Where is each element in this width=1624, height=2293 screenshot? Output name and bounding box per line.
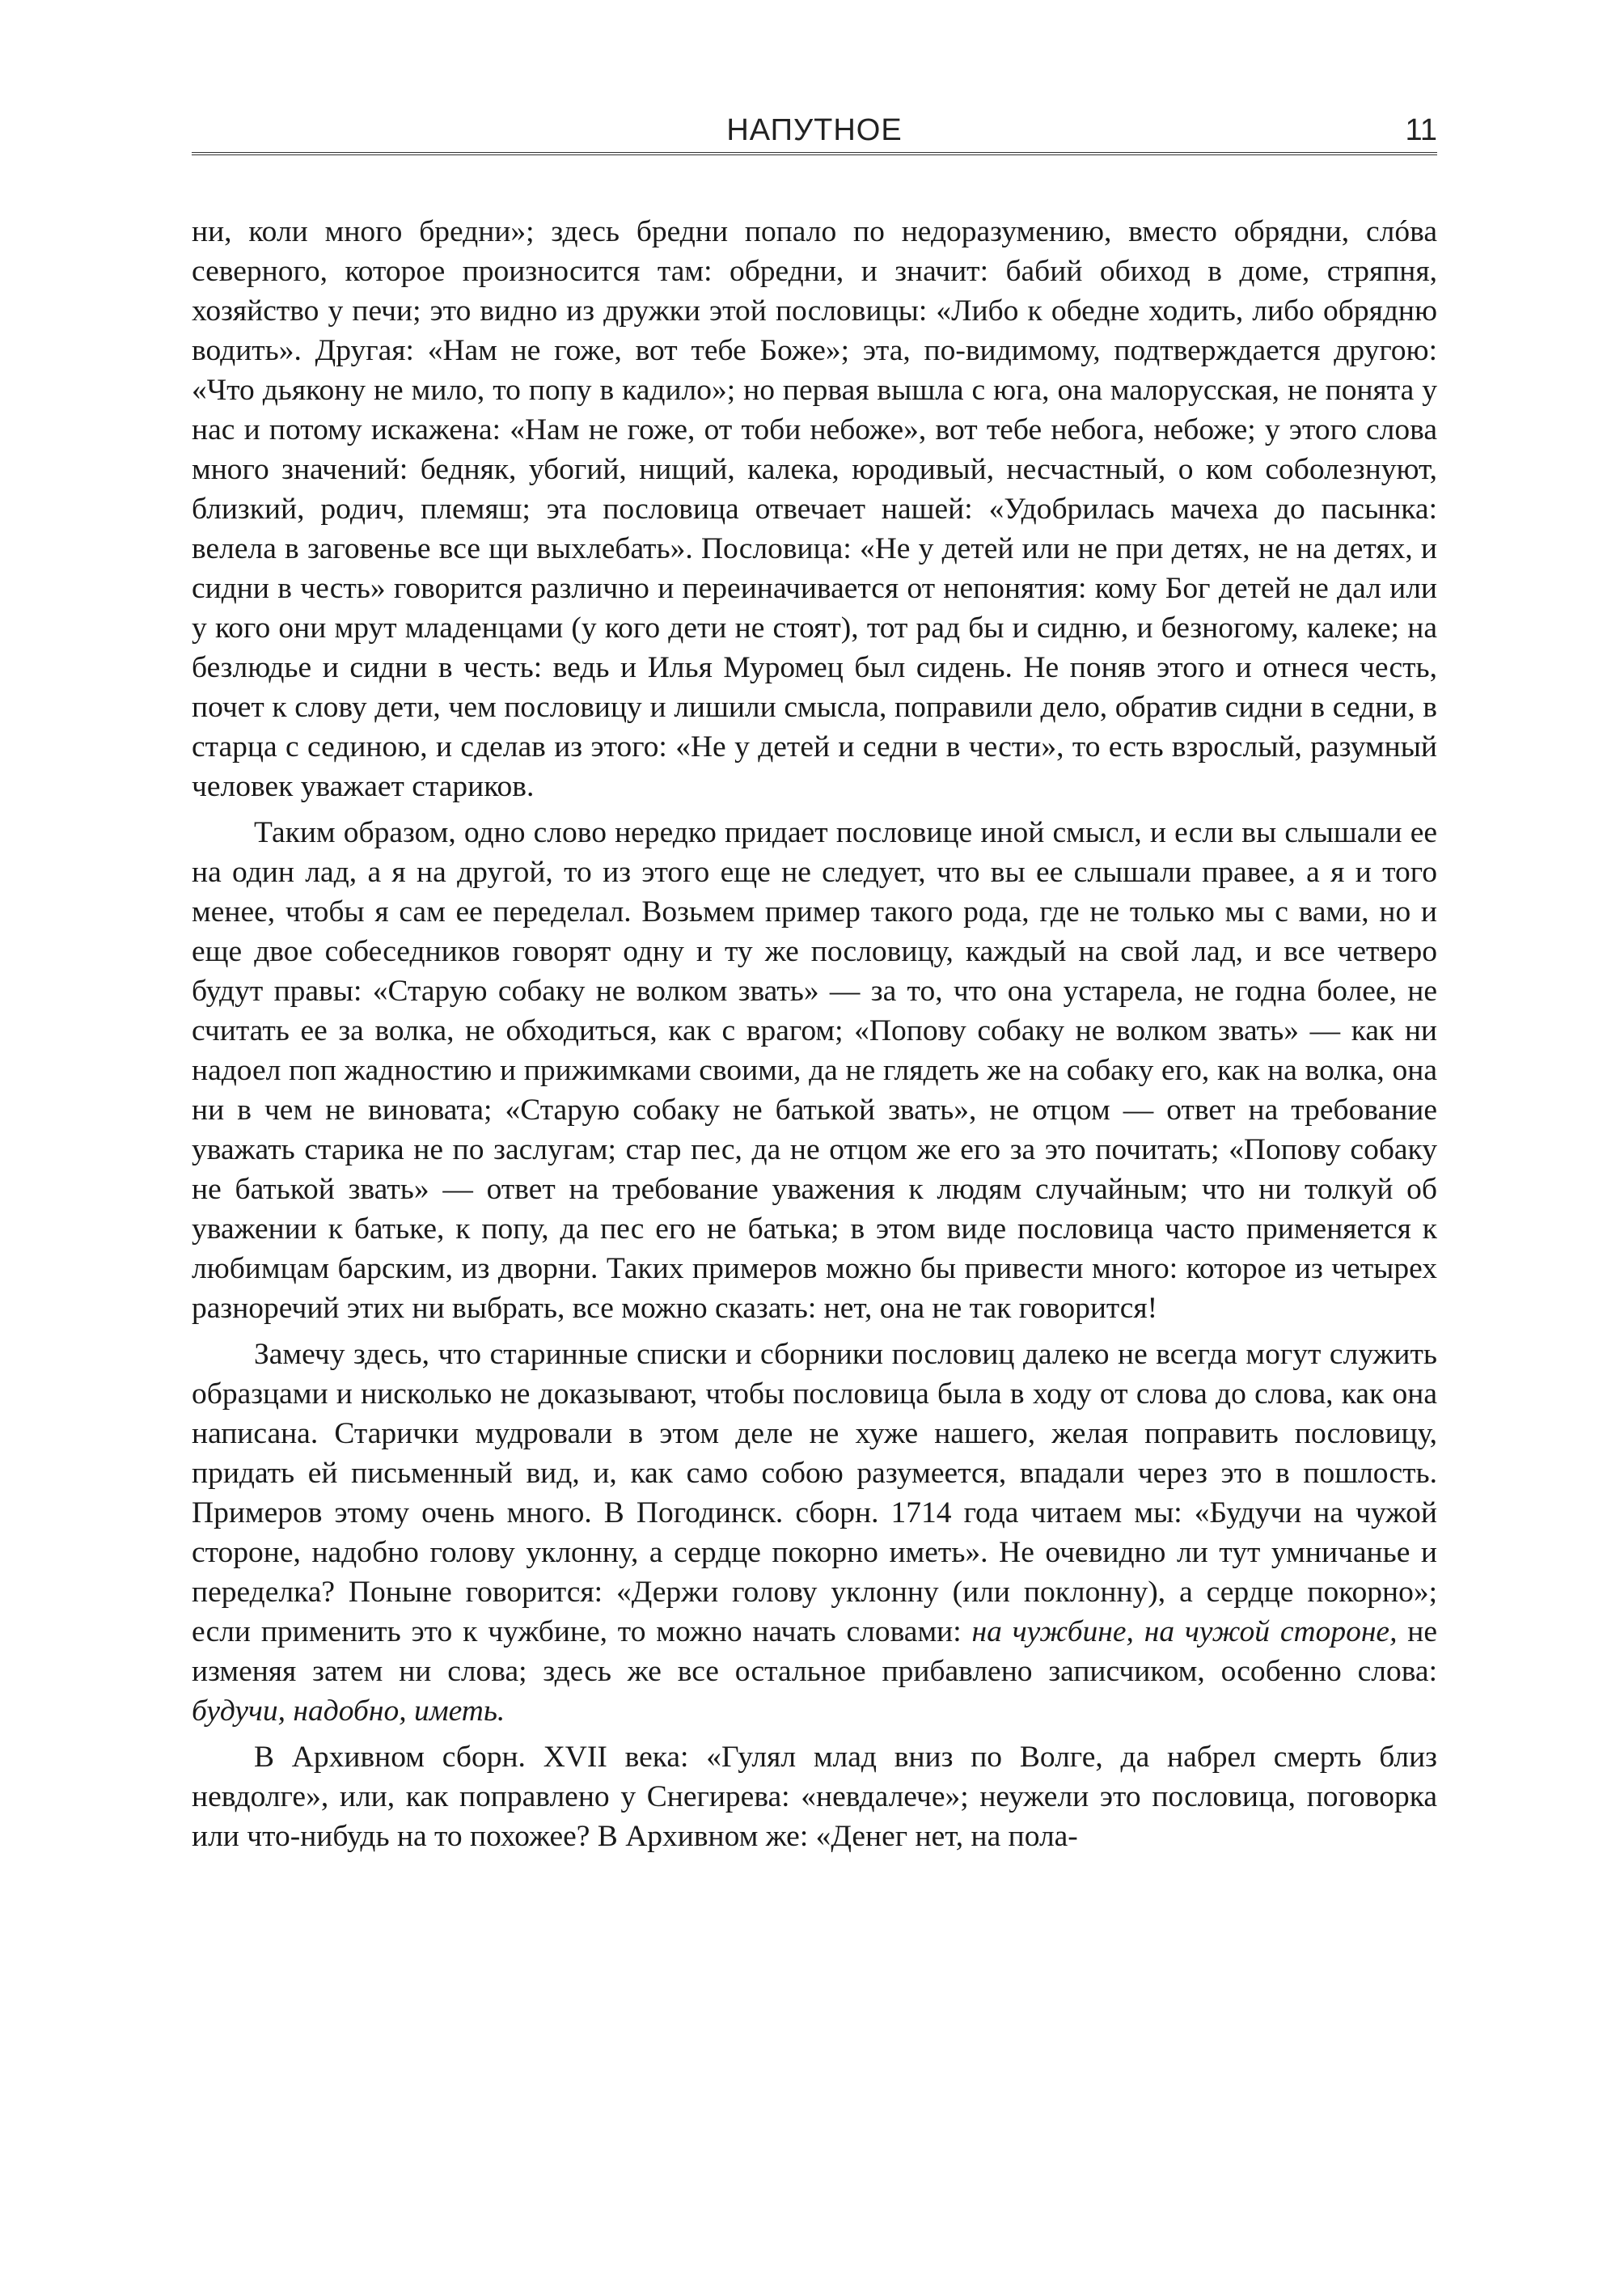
body-text — [192, 212, 1437, 1856]
running-title: НАПУТНОЕ — [726, 113, 903, 147]
paragraph-4: В Архивном сборн. XVII века: «Гулял млад вниз по Волге, да набрел смерть близ невдолге», или, как поправлено у Снегирева: «невдалече»; неужели это пословица, поговорка или что-нибудь на то похожее? В Архивном же: «Денег нет, на пола- — [192, 1741, 1437, 1853]
paragraph-3 — [192, 1335, 1437, 1731]
paragraph-3-italic-2: будучи, надобно, иметь. — [192, 1694, 505, 1728]
paragraph-2: Таким образом, одно слово нередко придает пословице иной смысл, и если вы слышали ее на один лад, а я на другой, то из этого еще не следует, что вы ее слышали правее, а я и того менее, чтобы я сам ее переделал. Возьмем пример такого рода, где не только мы с вами, но и еще двое собеседников говорят одну и ту же пословицу, каждый на свой лад, и все четверо будут правы: «Старую собаку не волком звать» — за то, что она устарела, не годна более, не считать ее за волка, не обходиться, как с врагом; «Попову собаку не волком звать» — как ни надоел поп жадностию и прижимками своими, да не глядеть же на собаку его, как на волка, она ни в чем не виновата; «Старую собаку не батькой звать», не отцом — ответ на требование уважать старика не по заслугам; стар пес, да не отцом же его за это почитать; «Попову собаку не батькой звать» — ответ на требование уважения к людям случайным; что ни толкуй об уважении к батьке, к попу, да пес его не батька; в этом виде пословица часто применяется к любимцам барским, из дворни. Таких примеров можно бы привести много: которое из четырех разноречий этих ни выбрать, все можно сказать: нет, она не так говорится! — [192, 816, 1437, 1325]
paragraph-3-part-a: Замечу здесь, что старинные списки и сборники пословиц далеко не всегда могут служить образцами и нисколько не доказывают, чтобы пословица была в ходу от слова до слова, как она написана. Старички мудровали в этом деле не хуже нашего, желая поправить пословицу, придать ей письменный вид, и, как само собою разумеется, впадали через это в пошлость. Примеров этому очень много. В Погодинск. сборн. 1714 года читаем мы: «Будучи на чужой стороне, надобно голову уклонну, а сердце покорно иметь». Не очевидно ли тут умничанье и переделка? Поныне говорится: «Держи голову уклонну (или поклонну), а сердце покорно»; если применить это к чужбине, то можно начать словами: — [192, 1338, 1437, 1648]
paragraph-1: ни, коли много бредни»; здесь бредни попало по недоразумению, вместо обрядни, слóва северного, которое произносится там: обредни, и значит: бабий обиход в доме, стряпня, хозяйство у печи; это видно из дружки этой пословицы: «Либо к обедне ходить, либо обрядню водить». Другая: «Нам не гоже, вот тебе Боже»; эта, по-видимому, подтверждается другою: «Что дьякону не мило, то попу в кадило»; но первая вышла с юга, она малорусская, не понята у нас и потому искажена: «Нам не гоже, от тоби небоже», вот тебе небога, небоже; у этого слова много значений: бедняк, убогий, нищий, калека, юродивый, несчастный, о ком соболезнуют, близкий, родич, племяш; эта пословица отвечает нашей: «Удобрилась мачеха до пасынка: велела в заговенье все щи выхлебать». Пословица: «Не у детей или не при детях, не на детях, и сидни в честь» говорится различно и переиначивается от непонятия: кому Бог детей не дал или у кого они мрут младенцами (у кого дети не стоят), тот рад бы и сидню, и безногому, калеке; на безлюдье и сидни в честь: ведь и Илья Муромец был сидень. Не поняв этого и отнеся честь, почет к слову дети, чем пословицу и лишили смысла, поправили дело, обратив сидни в седни, в старца с сединою, и сделав из этого: «Не у детей и седни в чести», то есть взрослый, разумный человек уважает стариков. — [192, 215, 1437, 803]
paragraph-3-part-b: не изменяя затем ни слова; здесь же все остальное прибавлено записчиком, особенно слова: — [192, 1615, 1438, 1688]
page-number: 11 — [1405, 113, 1437, 147]
running-header — [192, 112, 1437, 155]
paragraph-3-italic-1: на чужбине, на чужой стороне, — [971, 1615, 1398, 1648]
